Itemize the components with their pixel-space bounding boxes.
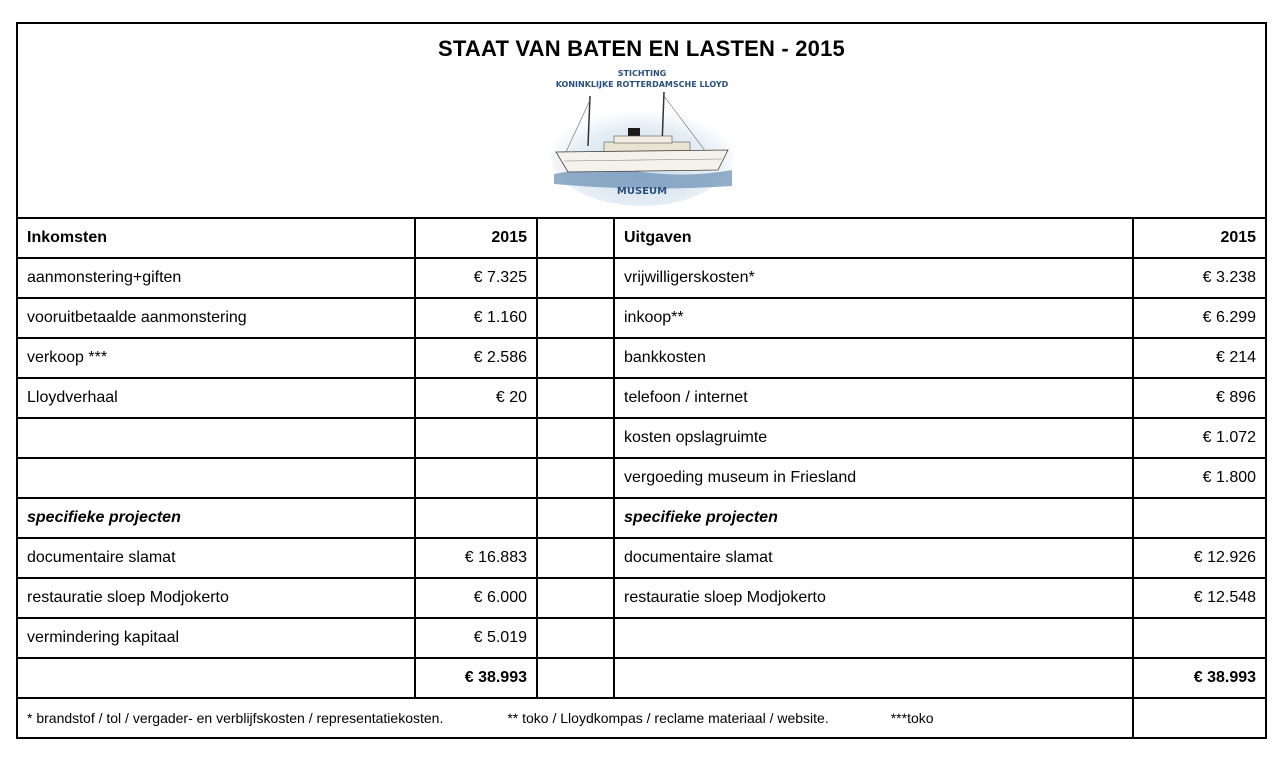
section-row [17,498,1266,538]
spacer-cell [537,578,614,618]
footnote-cell [17,698,1133,738]
expenses-year-header: 2015 [1133,218,1266,258]
expense-label [614,618,1133,658]
income-value [415,498,537,538]
spacer-cell [537,618,614,658]
expense-value: € 12.926 [1133,538,1266,578]
expense-value: € 1.072 [1133,418,1266,458]
table-row [17,458,1266,498]
spacer-cell [537,338,614,378]
income-label: vermindering kapitaal [17,618,415,658]
spacer-cell [537,218,614,258]
expense-value: € 6.299 [1133,298,1266,338]
column-header-row [17,218,1266,258]
statement-table [16,22,1267,739]
income-label: verkoop *** [17,338,415,378]
empty-cell [17,658,415,698]
ship-logo-icon [546,66,738,206]
financial-statement [16,22,1264,739]
table-row [17,618,1266,658]
logo-line3: MUSEUM [616,186,667,197]
expense-label: kosten opslagruimte [614,418,1133,458]
income-label: vooruitbetaalde aanmonstering [17,298,415,338]
expense-label: inkoop** [614,298,1133,338]
expense-label: vrijwilligerskosten* [614,258,1133,298]
income-value: € 20 [415,378,537,418]
expense-value: € 3.238 [1133,258,1266,298]
footnote-row [17,698,1266,738]
total-row [17,658,1266,698]
income-value: € 1.160 [415,298,537,338]
income-label: documentaire slamat [17,538,415,578]
income-label: aanmonstering+giften [17,258,415,298]
income-total: € 38.993 [415,658,537,698]
footnote-3: ***toko [890,710,934,726]
expense-value: € 12.548 [1133,578,1266,618]
expenses-header: Uitgaven [614,218,1133,258]
income-value: € 16.883 [415,538,537,578]
table-row [17,338,1266,378]
empty-cell [614,658,1133,698]
table-row [17,578,1266,618]
expense-value [1133,498,1266,538]
header-cell [17,23,1266,218]
income-header: Inkomsten [17,218,415,258]
spacer-cell [537,418,614,458]
table-row [17,298,1266,338]
table-row [17,258,1266,298]
table-row [17,378,1266,418]
income-value: € 5.019 [415,618,537,658]
income-value: € 2.586 [415,338,537,378]
spacer-cell [537,658,614,698]
expense-section-label: specifieke projecten [614,498,1133,538]
spacer-cell [537,378,614,418]
income-value [415,418,537,458]
income-value: € 6.000 [415,578,537,618]
header-row [17,23,1266,218]
income-section-label: specifieke projecten [17,498,415,538]
income-label [17,418,415,458]
expense-label: documentaire slamat [614,538,1133,578]
income-year-header: 2015 [415,218,537,258]
empty-cell [1133,698,1266,738]
logo-line1: STICHTING [617,69,666,78]
museum-logo [546,66,738,206]
expense-value: € 214 [1133,338,1266,378]
footnote-2: ** toko / Lloydkompas / reclame materiaal / website. [507,710,829,726]
table-row [17,538,1266,578]
table-row [17,418,1266,458]
spacer-cell [537,538,614,578]
expense-value: € 1.800 [1133,458,1266,498]
expense-label: bankkosten [614,338,1133,378]
income-value: € 7.325 [415,258,537,298]
expense-label: telefoon / internet [614,378,1133,418]
spacer-cell [537,498,614,538]
footnote-1: * brandstof / tol / vergader- en verblijfskosten / representatiekosten. [27,710,444,726]
spacer-cell [537,298,614,338]
income-label [17,458,415,498]
income-label: Lloydverhaal [17,378,415,418]
spacer-cell [537,458,614,498]
page-title: STAAT VAN BATEN EN LASTEN - 2015 [438,36,845,61]
expense-label: vergoeding museum in Friesland [614,458,1133,498]
income-label: restauratie sloep Modjokerto [17,578,415,618]
income-value [415,458,537,498]
expense-label: restauratie sloep Modjokerto [614,578,1133,618]
expenses-total: € 38.993 [1133,658,1266,698]
expense-value [1133,618,1266,658]
spacer-cell [537,258,614,298]
logo-line2: KONINKLIJKE ROTTERDAMSCHE LLOYD [555,80,728,89]
expense-value: € 896 [1133,378,1266,418]
